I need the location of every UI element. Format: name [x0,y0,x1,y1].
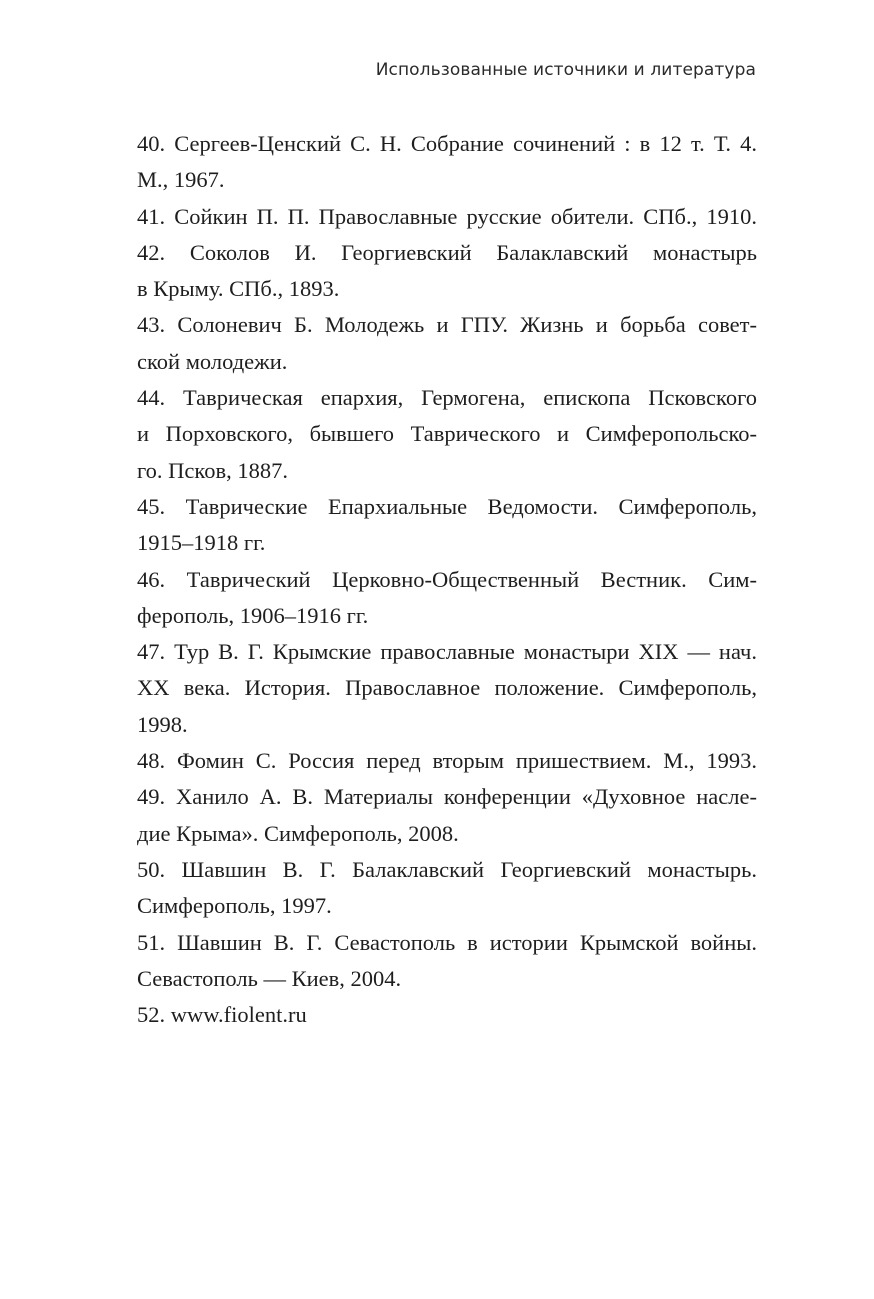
running-head: Использованные источники и литература [375,60,756,80]
bib-entry-42 [137,235,757,308]
entry-line: 46. Таврический Церковно-Общественный Вестник. Сим- [137,566,757,592]
entry-line: в Крыму. СПб., 1893. [137,276,340,302]
bib-entry-45 [137,489,757,562]
entry-line: 1998. [137,711,188,737]
entry-line: го. Псков, 1887. [137,457,288,483]
entry-line: ской молодежи. [137,348,288,374]
entry-line: и Порховского, бывшего Таврического и Симферопольско- [137,421,757,447]
bib-entry-46 [137,562,757,635]
bib-entry-51 [137,925,757,998]
entry-line: М., 1967. [137,167,225,193]
entry-line: 42. Соколов И. Георгиевский Балаклавский монастырь [137,239,757,265]
entry-line: 40. Сергеев-Ценский С. Н. Собрание сочинений : в 12 т. Т. 4. [137,131,757,156]
bib-entry-48 [137,743,757,779]
entry-line: 44. Таврическая епархия, Гермогена, епископа Псковского [137,385,757,411]
bibliography-list [137,126,757,1033]
entry-line: Севастополь — Киев, 2004. [137,965,402,991]
bib-entry-47 [137,634,757,743]
entry-line: ферополь, 1906–1916 гг. [137,602,369,628]
entry-line: 48. Фомин С. Россия перед вторым пришествием. М., 1993. [137,748,757,774]
bib-entry-41 [137,199,757,235]
entry-line: 43. Солоневич Б. Молодежь и ГПУ. Жизнь и борьба совет- [137,312,757,338]
bib-entry-49 [137,779,757,852]
bib-entry-40 [137,126,757,199]
entry-line: Симферополь, 1997. [137,893,332,919]
entry-line: 41. Сойкин П. П. Православные русские обители. СПб., 1910. [137,203,757,229]
entry-line: 49. Ханило А. В. Материалы конференции «Духовное насле- [137,784,757,810]
entry-line: 1915–1918 гг. [137,530,266,556]
bib-entry-44 [137,380,757,489]
bib-entry-52 [137,997,757,1033]
entry-line: дие Крыма». Симферополь, 2008. [137,820,459,846]
entry-line: XX века. История. Православное положение. Симферополь, [137,675,757,701]
bib-entry-43 [137,307,757,380]
entry-line: 52. www.fiolent.ru [137,1002,307,1028]
entry-line: 51. Шавшин В. Г. Севастополь в истории Крымской войны. [137,929,757,955]
entry-line: 45. Таврические Епархиальные Ведомости. Симферополь, [137,493,757,519]
entry-line: 47. Тур В. Г. Крымские православные монастыри XIX — нач. [137,639,757,665]
bib-entry-50 [137,852,757,925]
entry-line: 50. Шавшин В. Г. Балаклавский Георгиевский монастырь. [137,856,757,882]
